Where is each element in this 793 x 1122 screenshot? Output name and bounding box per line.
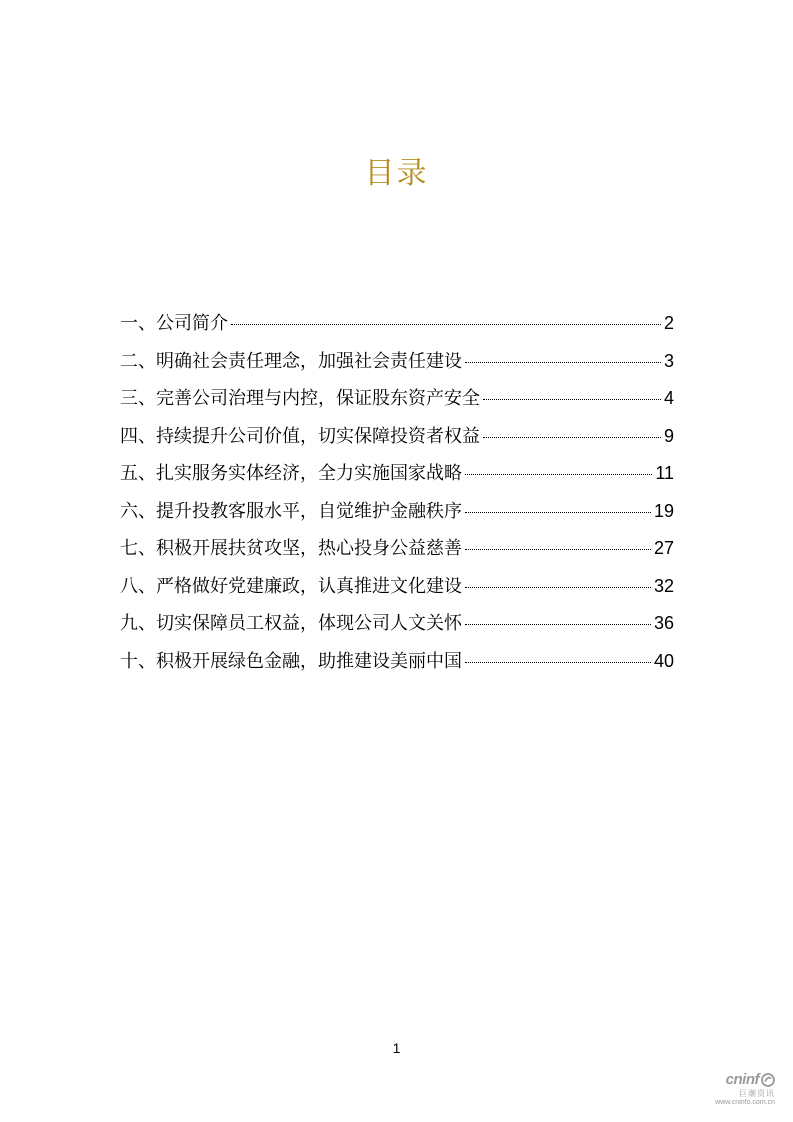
toc-item-label: 五、扎实服务实体经济，全力实施国家战略 [120,463,462,484]
logo-wordmark: cninf [725,1071,759,1088]
toc-item-label: 十、积极开展绿色金融，助推建设美丽中国 [120,650,462,672]
toc-item[interactable] [120,308,674,346]
toc-item[interactable] [120,533,674,571]
toc-item[interactable] [120,496,674,534]
toc-item-label: 四、持续提升公司价值，切实保障投资者权益 [120,425,480,447]
toc-item-page: 19 [653,500,674,521]
cninfo-logo-icon [761,1073,775,1087]
toc-item-page: 11 [655,463,674,483]
toc-item-page: 27 [653,538,674,558]
toc-item-page: 4 [663,388,674,408]
logo-cn-text: 巨潮资讯 [739,1089,775,1098]
toc-leader [465,362,661,363]
toc-leader [465,662,651,663]
toc-item[interactable] [120,346,674,384]
cninfo-logo [695,1069,775,1106]
toc-item[interactable] [120,608,674,646]
toc-item[interactable] [120,383,674,421]
toc-leader [465,587,651,588]
toc-leader [465,624,651,625]
toc-item-label: 八、严格做好党建廉政，认真推进文化建设 [120,575,462,597]
toc-leader [483,399,661,400]
toc-item-page: 36 [653,613,674,633]
page-title: 目录 [364,156,429,191]
table-of-contents [120,308,674,683]
toc-leader [231,324,661,325]
toc-item-label: 七、积极开展扶贫攻坚，热心投身公益慈善 [120,538,462,559]
toc-leader [465,474,652,475]
toc-item-page: 3 [663,350,674,371]
toc-item-page: 9 [663,425,674,446]
logo-url: www.cninfo.com.cn [715,1099,775,1106]
toc-item-page: 32 [653,575,674,596]
toc-item-label: 一、公司简介 [120,313,228,334]
toc-leader [465,549,651,550]
toc-item-label: 三、完善公司治理与内控，保证股东资产安全 [120,388,480,409]
toc-leader [465,512,651,513]
toc-item-label: 九、切实保障员工权益，体现公司人文关怀 [120,613,462,634]
toc-leader [483,437,661,438]
toc-item-label: 六、提升投教客服水平，自觉维护金融秩序 [120,500,462,522]
toc-item-label: 二、明确社会责任理念，加强社会责任建设 [120,350,462,372]
toc-item-page: 40 [653,650,674,671]
toc-item[interactable] [120,571,674,609]
toc-item[interactable] [120,646,674,684]
toc-item[interactable] [120,458,674,496]
page-number: 1 [392,1040,401,1056]
toc-item[interactable] [120,421,674,459]
toc-item-page: 2 [663,313,674,333]
